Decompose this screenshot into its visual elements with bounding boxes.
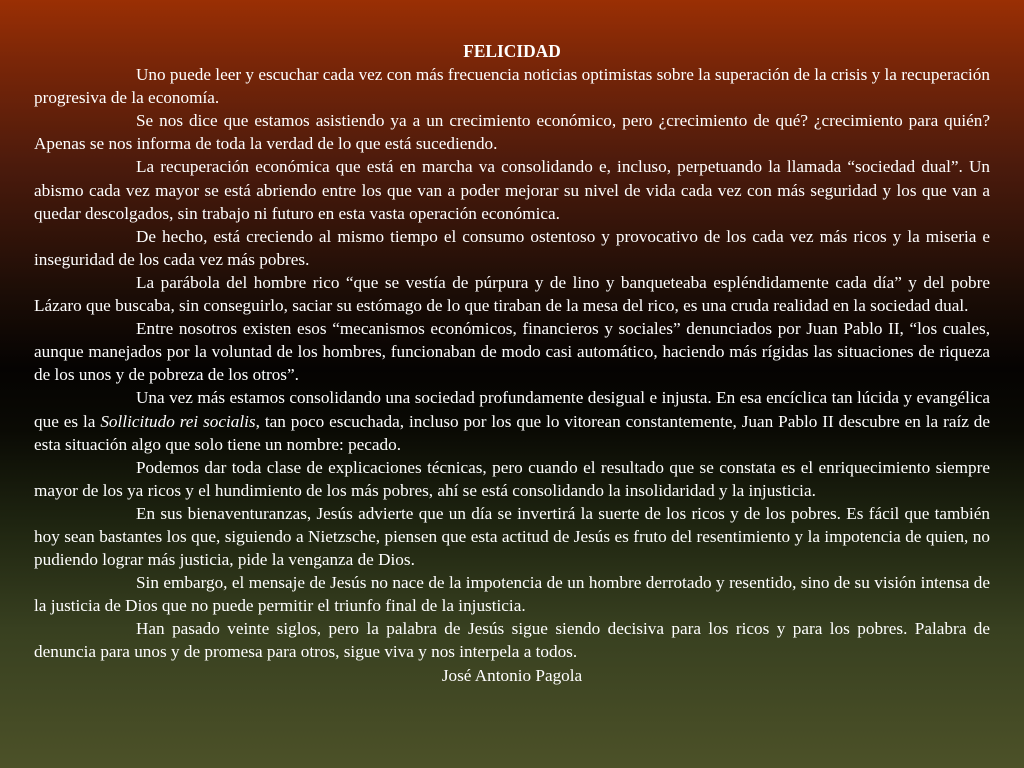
document-title: FELICIDAD [463,41,561,61]
paragraph-text: Se nos dice que estamos asistiendo ya a un crecimiento económico, pero ¿crecimiento de qué? ¿crecimiento para quién? Apenas se nos informa de toda la verdad de lo que está sucediendo. [34,111,990,154]
paragraph-text: Han pasado veinte siglos, pero la palabra de Jesús sigue siendo decisiva para los ricos y para los pobres. Palabra de denuncia para unos y de promesa para otros, sigue viva y nos interpela a todos. [34,619,990,662]
paragraph-text: Entre nosotros existen esos “mecanismos económicos, financieros y sociales” denunciados por Juan Pablo II, “los cuales, aunque manejados por la voluntad de los hombres, funcionaban de modo casi automático, haciendo más rígidas las situaciones de riqueza de los unos y de pobreza de los otros”. [34,319,990,385]
paragraph-text: Una vez más estamos consolidando una sociedad profundamente desigual e injusta. En esa encíclica tan lúcida y evangélica que es la [34,388,990,431]
document-page [34,40,990,687]
paragraph-10 [34,571,990,617]
paragraph-text: La parábola del hombre rico “que se vestía de púrpura y de lino y banqueteaba espléndidamente cada día” y del pobre Lázaro que buscaba, sin conseguirlo, saciar su estómago de lo que tiraban de la mesa del rico, es una cruda realidad en la sociedad dual. [34,272,990,316]
paragraph-9 [34,502,990,571]
encyclical-title: Sollicitudo rei socialis [100,411,256,431]
paragraph-text: La recuperación económica que está en marcha va consolidando e, incluso, perpetuando la llamada “sociedad dual”. Un abismo cada vez mayor se está abriendo entre los que van a poder mejorar su nivel de vida cada vez con más seguridad y los que van a quedar descolgados, sin trabajo ni futuro en esta vasta operación económica. [34,157,990,223]
paragraph-11 [34,617,990,663]
paragraph-text: De hecho, está creciendo al mismo tiempo el consumo ostentoso y provocativo de los cada vez más ricos y la miseria e inseguridad de los cada vez más pobres. [34,226,990,269]
paragraph-text: Podemos dar toda clase de explicaciones técnicas, pero cuando el resultado que se constata es el enriquecimiento siempre mayor de los ya ricos y el hundimiento de los más pobres, ahí se está consolidando la insolidaridad y la injusticia. [34,457,990,500]
paragraph-1 [34,63,990,109]
paragraph-4 [34,225,990,271]
author-signature: José Antonio Pagola [441,665,583,685]
paragraph-6 [34,317,990,386]
paragraph-5 [34,271,990,317]
paragraph-text: Sin embargo, el mensaje de Jesús no nace de la impotencia de un hombre derrotado y resentido, sino de su visión intensa de la justicia de Dios que no puede permitir el triunfo final de la injusticia. [34,573,990,616]
paragraph-3 [34,155,990,224]
paragraph-8 [34,456,990,502]
paragraph-text: En sus bienaventuranzas, Jesús advierte que un día se invertirá la suerte de los ricos y de los pobres. Es fácil que también hoy sean bastantes los que, siguiendo a Nietzsche, piensen que esta actitud de Jesús es fruto del resentimiento y la impotencia de quien, no pudiendo lograr más justicia, pide la venganza de Dios. [34,503,990,570]
paragraph-7 [34,386,990,455]
paragraph-text: Uno puede leer y escuchar cada vez con más frecuencia noticias optimistas sobre la superación de la crisis y la recuperación progresiva de la economía. [34,65,990,108]
paragraph-text: , tan poco escuchada, incluso por los que lo vitorean constantemente, Juan Pablo II descubre en la raíz de esta situación algo que solo tiene un nombre: pecado. [34,411,991,454]
paragraph-2 [34,109,990,155]
